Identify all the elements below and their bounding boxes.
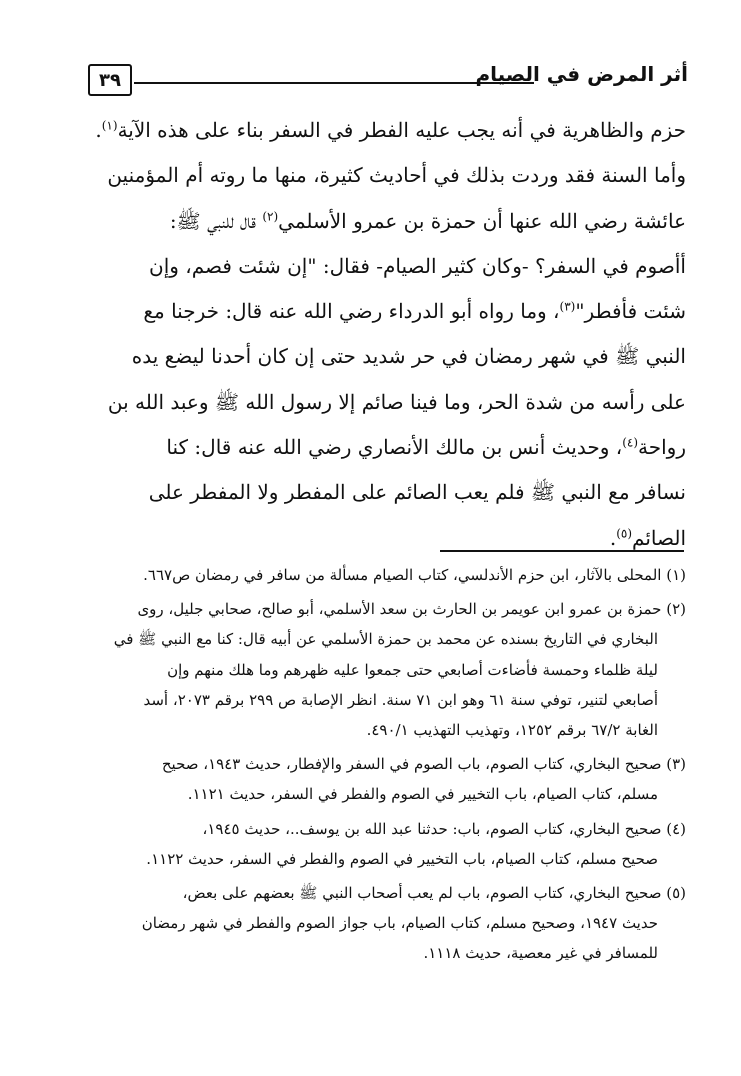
footnote-number: (٢) (666, 600, 686, 619)
body-line: الصائم$^{(٥)}$. (609, 525, 686, 550)
running-header (88, 58, 688, 98)
footnote-number: (٥) (666, 884, 686, 903)
footnote-5: (٥) صحيح البخاري، كتاب الصوم، باب لم يعب أصحاب النبي ﷺ بعضهم على بعض، حديث ١٩٤٧، وصحيح مسلم، كتاب الصيام، باب جواز الصوم والفطر في شهر رمضان للمسافر في غير معصية، حديث ١١١٨. (141, 884, 686, 963)
body-line: حزم والظاهرية في أنه يجب عليه الفطر في السفر بناء على هذه الآية$^{(١)}$. (95, 118, 686, 142)
body-line: على رأسه من شدة الحر، وما فينا صائم إلا رسول الله ﷺ وعبد الله بن (107, 389, 686, 414)
footnotes (90, 560, 686, 973)
body-line: النبي ﷺ في شهر رمضان في حر شديد حتى إن كان أحدنا ليضع يده (131, 344, 686, 369)
body-line: وأما السنة فقد وردت بذلك في أحاديث كثيرة، منها ما روته أم المؤمنين (107, 163, 686, 188)
footnote-ref[interactable]: (٥) (616, 526, 633, 541)
footnote-separator (440, 550, 684, 552)
footnote-ref[interactable]: (٣) (559, 299, 576, 314)
footnote-number: (١) (666, 566, 686, 584)
header-rule (134, 82, 534, 84)
main-text (90, 108, 686, 561)
footnote-ref[interactable]: (٢) (262, 208, 279, 223)
body-line: شئت فأفطر"$^{(٣)}$، وما رواه أبو الدرداء رضي الله عنه قال: خرجنا مع (143, 299, 686, 324)
footnote-ref[interactable]: (٤) (622, 435, 639, 450)
body-line: رواحة$^{(٤)}$، وحديث أنس بن مالك الأنصاري رضي الله عنه قال: كنا (166, 435, 686, 460)
footnote-number: (٣) (666, 755, 686, 774)
footnote-1: (١) المحلى بالآثار، ابن حزم الأندلسي، كتاب الصيام مسألة من سافر في رمضان ص٦٦٧. (143, 566, 686, 584)
footnote-3: (٣) صحيح البخاري، كتاب الصوم، باب الصوم في السفر والإفطار، حديث ١٩٤٣، صحيح مسلم، كتاب الصيام، باب التخيير في الصوم والفطر في السفر، حديث ١١٢١. (161, 755, 686, 804)
running-title: أثر المرض في الصيام (475, 62, 688, 86)
body-line: عائشة رضي الله عنها أن حمزة بن عمرو الأسلمي$^{(٢)}$ قال للنبي ﷺ: (169, 208, 686, 233)
footnote-4: (٤) صحيح البخاري، كتاب الصوم، باب: حدثنا عبد الله بن يوسف..، حديث ١٩٤٥، صحيح مسلم، كتاب الصيام، باب التخيير في الصوم والفطر في السفر، حديث ١١٢٢. (146, 819, 686, 868)
page-number: ٣٩ (88, 64, 132, 96)
footnote-ref[interactable]: (١) (101, 118, 118, 133)
footnote-number: (٤) (666, 819, 686, 838)
footnote-2: (٢) حمزة بن عمرو ابن عويمر بن الحارث بن سعد الأسلمي، أبو صالح، صحابي جليل، روى البخاري في التاريخ بسنده عن محمد بن حمزة الأسلمي عن أبيه قال: كنا مع النبي ﷺ في ليلة ظلماء وحمسة فأضاءت أصابعي حتى جمعوا عليه ظهرهم وما هلك منهم وإن أصابعي لتنير، توفي سنة ٦١ وهو ابن ٧١ سنة. انظر الإصابة ص ٢٩٩ برقم ٢٠٧٣، أسد الغابة ٦٧/٢ برقم ١٢٥٢، وتهذيب التهذيب ٤٩٠/١. (113, 600, 686, 740)
body-line: أأصوم في السفر؟ -وكان كثير الصيام- فقال: "إن شئت فصم، وإن (149, 253, 686, 278)
body-line: نسافر مع النبي ﷺ فلم يعب الصائم على المفطر ولا المفطر على (148, 480, 686, 505)
